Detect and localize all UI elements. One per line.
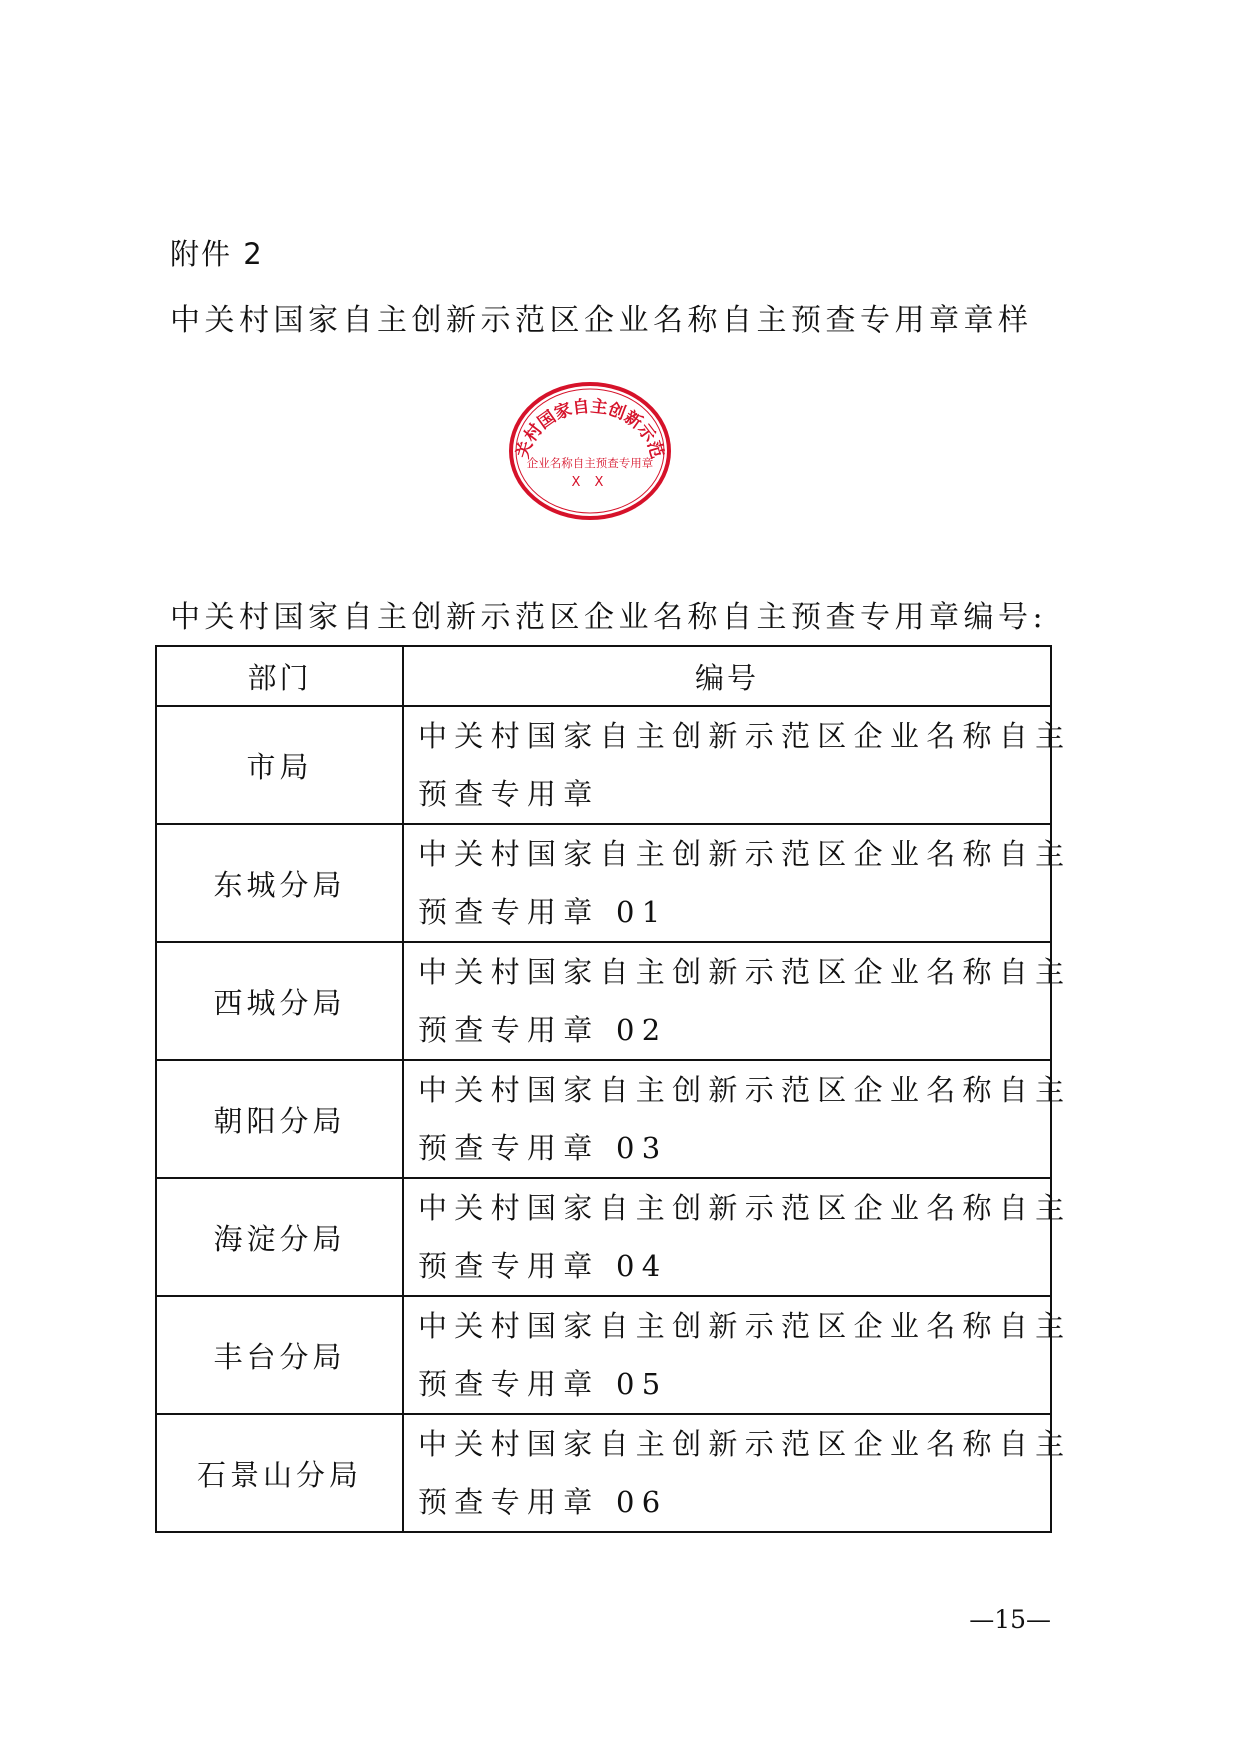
seal-stamp: [508, 380, 672, 522]
table-row: [156, 1414, 1051, 1532]
code-line: 中关村国家自主创新示范区企业名称自主: [418, 719, 1072, 753]
code-line: 中关村国家自主创新示范区企业名称自主: [418, 1427, 1072, 1461]
code-line: 中关村国家自主创新示范区企业名称自主: [418, 837, 1072, 871]
code-line: 预查专用章: [418, 777, 600, 811]
code-line: 中关村国家自主创新示范区企业名称自主: [418, 1191, 1072, 1225]
code-line: 预查专用章 03: [418, 1131, 668, 1165]
seal-inner-ring: [516, 389, 664, 513]
code-line: 预查专用章 01: [418, 895, 668, 929]
code-cell: [403, 942, 1072, 1060]
code-cell: [403, 1060, 1072, 1178]
seal-stamp-graphic: [508, 380, 672, 522]
table-row: [156, 942, 1051, 1060]
department-cell: 丰台分局: [156, 1296, 403, 1414]
table-caption: 中关村国家自主创新示范区企业名称自主预查专用章编号:: [170, 600, 1048, 635]
attachment-label: 附件 2: [170, 237, 264, 271]
code-cell: [403, 1414, 1072, 1532]
code-line: 中关村国家自主创新示范区企业名称自主: [418, 1073, 1072, 1107]
department-cell: 石景山分局: [156, 1414, 403, 1532]
table-header-row: [156, 646, 1051, 706]
page-number: —15—: [969, 1605, 1051, 1634]
code-cell: [403, 706, 1072, 824]
table-row: [156, 1296, 1051, 1414]
code-line: 预查专用章 06: [418, 1485, 668, 1519]
code-line: 预查专用章 04: [418, 1249, 668, 1283]
department-cell: 东城分局: [156, 824, 403, 942]
seal-sub-text: 企业名称自主预查专用章: [526, 456, 654, 470]
code-cell: [403, 1178, 1072, 1296]
seal-id-text: X X: [571, 475, 609, 490]
code-line: 中关村国家自主创新示范区企业名称自主: [418, 955, 1072, 989]
department-cell: 市局: [156, 706, 403, 824]
department-cell: 西城分局: [156, 942, 403, 1060]
table-row: [156, 1178, 1051, 1296]
code-line: 预查专用章 05: [418, 1367, 668, 1401]
table-row: [156, 824, 1051, 942]
seal-code-table: [155, 645, 1072, 1533]
code-cell: [403, 824, 1072, 942]
code-line: 预查专用章 02: [418, 1013, 668, 1047]
department-cell: 朝阳分局: [156, 1060, 403, 1178]
table-row: [156, 706, 1051, 824]
header-code: 编号: [403, 646, 1051, 706]
header-department: 部门: [156, 646, 403, 706]
code-cell: [403, 1296, 1072, 1414]
document-title: 中关村国家自主创新示范区企业名称自主预查专用章章样: [170, 303, 1033, 338]
seal-arc-text: 关村国家自主创新示范: [513, 396, 667, 461]
department-cell: 海淀分局: [156, 1178, 403, 1296]
code-line: 中关村国家自主创新示范区企业名称自主: [418, 1309, 1072, 1343]
table-row: [156, 1060, 1051, 1178]
